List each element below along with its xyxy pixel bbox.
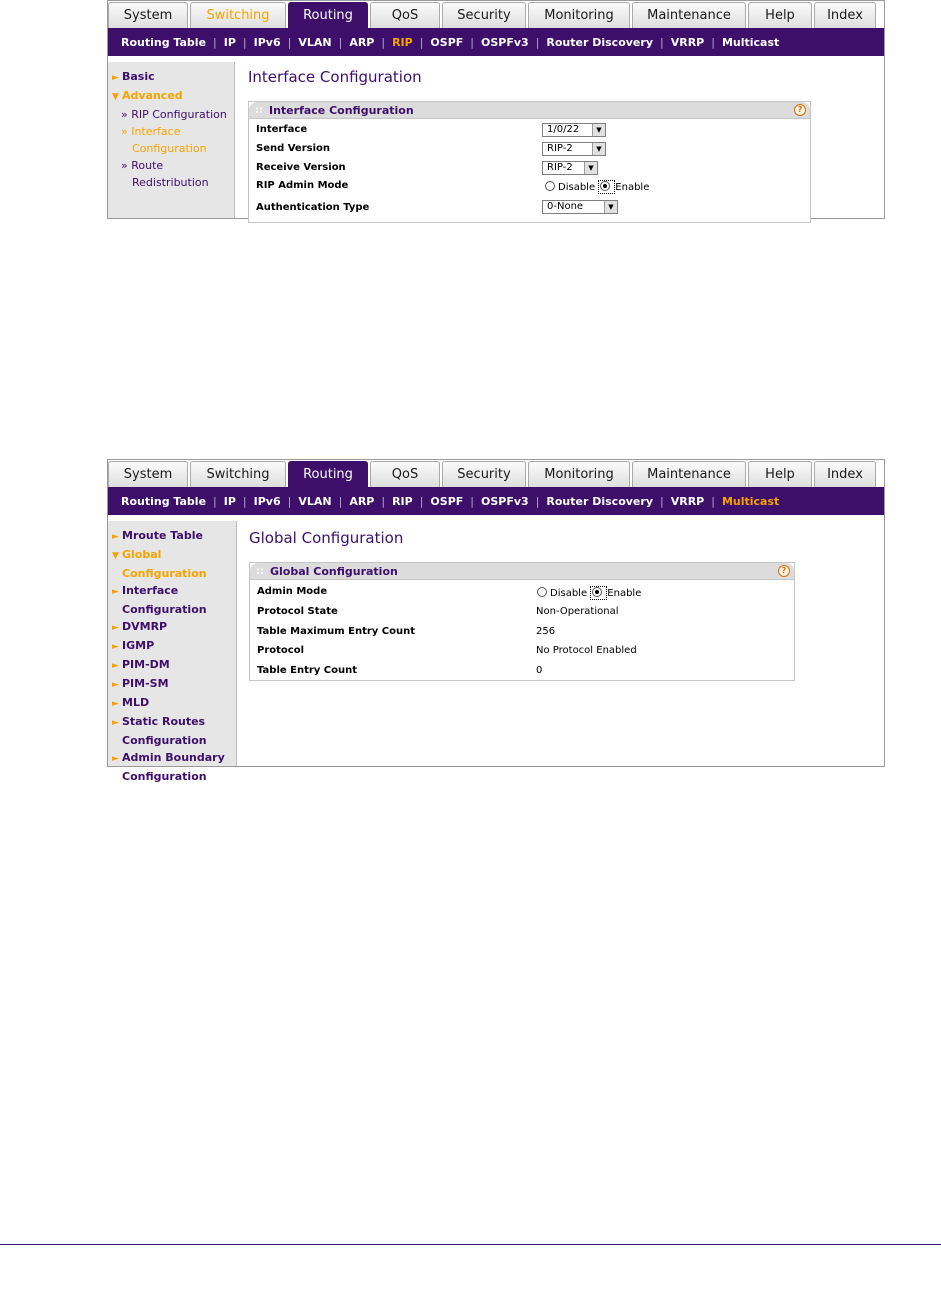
subtab-vlan[interactable]: VLAN	[298, 494, 332, 508]
chevron-right-icon: ►	[112, 680, 119, 690]
sidebar-item-label: Static Routes	[122, 715, 206, 728]
routing-subnav	[108, 487, 884, 515]
row-rip-admin-mode	[249, 178, 810, 194]
tab-help[interactable]: Help	[748, 461, 812, 487]
sidebar-item-rip-configuration[interactable]: » RIP Configuration	[121, 108, 227, 121]
grip-icon: ::	[256, 565, 264, 577]
sidebar-item-interface-configuration-line2[interactable]: Configuration	[122, 603, 207, 616]
subtab-multicast[interactable]: Multicast	[721, 494, 780, 508]
select-value: 1/0/22	[547, 124, 580, 135]
field-label: Authentication Type	[256, 202, 370, 213]
chevron-down-icon: ▼	[592, 124, 605, 136]
sidebar-item-interface-configuration[interactable]	[108, 582, 236, 601]
separator: |	[242, 494, 247, 508]
page-title: Global Configuration	[249, 529, 404, 547]
separator: |	[660, 35, 664, 49]
tab-monitoring[interactable]: Monitoring	[528, 461, 630, 487]
tab-routing[interactable]: Routing	[288, 2, 368, 28]
separator: |	[381, 494, 386, 508]
chevron-right-icon: ►	[112, 73, 119, 83]
subtab-vlan[interactable]: VLAN	[298, 35, 332, 49]
tab-system[interactable]: System	[108, 2, 188, 28]
tab-maintenance[interactable]: Maintenance	[632, 2, 746, 28]
help-icon[interactable]: ?	[778, 565, 790, 577]
subtab-ospfv3[interactable]: OSPFv3	[481, 35, 529, 49]
admin-mode-radios	[537, 586, 641, 600]
chevron-right-icon: ►	[112, 699, 119, 709]
tab-help[interactable]: Help	[748, 2, 812, 28]
sidebar-item-interface-configuration[interactable]: » Interface	[121, 125, 181, 138]
field-value: 0	[536, 665, 543, 676]
screenshot-multicast-global	[107, 459, 885, 783]
tab-maintenance[interactable]: Maintenance	[632, 461, 746, 487]
field-label: Protocol State	[257, 606, 338, 617]
interface-select[interactable]	[542, 123, 606, 137]
main-tabs	[108, 1, 884, 28]
row-receive-version	[249, 160, 810, 176]
separator: |	[338, 35, 343, 49]
sidebar-item-label: Advanced	[122, 89, 183, 102]
sidebar-item-label: Basic	[122, 70, 155, 83]
radio-focus-box	[598, 180, 615, 194]
chevron-right-icon: ►	[112, 718, 119, 728]
separator: |	[242, 35, 247, 49]
sidebar-item-label: PIM-DM	[122, 658, 170, 671]
sidebar-item-route-redistribution[interactable]: » Route	[121, 159, 164, 172]
select-value: RIP-2	[547, 143, 573, 154]
separator: |	[213, 35, 217, 49]
tab-index[interactable]: Index	[814, 2, 876, 28]
field-label: Table Entry Count	[257, 665, 358, 676]
tab-switching[interactable]: Switching	[190, 2, 286, 28]
sidebar-item-pim-sm[interactable]	[108, 675, 236, 694]
separator: |	[660, 494, 664, 508]
radio-label: Enable	[607, 588, 642, 599]
separator: |	[535, 35, 540, 49]
sidebar-item-route-redistribution-line2[interactable]: Redistribution	[132, 176, 209, 189]
sidebar-item-igmp[interactable]	[108, 637, 236, 656]
auth-type-select[interactable]	[542, 200, 618, 214]
main-tabs	[108, 460, 884, 487]
chevron-right-icon: ►	[112, 642, 119, 652]
sidebar-item-advanced[interactable]	[108, 87, 234, 106]
tab-switching[interactable]: Switching	[190, 461, 286, 487]
separator: |	[381, 35, 386, 49]
chevron-right-icon: ►	[112, 532, 119, 542]
sidebar-item-static-routes[interactable]	[108, 713, 236, 732]
radio-enable[interactable]	[592, 587, 602, 597]
subtab-vrrp[interactable]: VRRP	[670, 35, 705, 49]
chevron-right-icon: ►	[112, 623, 119, 633]
radio-disable[interactable]	[545, 181, 555, 191]
field-value: 256	[536, 626, 556, 637]
field-label: RIP Admin Mode	[256, 180, 349, 191]
separator: |	[470, 35, 474, 49]
sidebar-item-dvmrp[interactable]	[108, 618, 236, 637]
subtab-ospf[interactable]: OSPF	[430, 35, 464, 49]
subtab-vrrp[interactable]: VRRP	[670, 494, 705, 508]
subtab-router-discovery[interactable]: Router Discovery	[546, 494, 653, 508]
sidebar-item-basic[interactable]	[108, 68, 234, 87]
row-authentication-type	[249, 198, 810, 214]
separator: |	[419, 35, 424, 49]
chevron-down-icon: ▼	[112, 551, 119, 561]
field-label: Send Version	[256, 143, 331, 154]
chevron-right-icon: ►	[112, 587, 119, 597]
tab-qos[interactable]: QoS	[370, 461, 440, 487]
sidebar-item-interface-configuration-line2[interactable]: Configuration	[132, 142, 207, 155]
sidebar	[108, 521, 237, 783]
content-area	[108, 515, 884, 783]
sidebar	[108, 62, 235, 218]
sidebar-item-global-configuration[interactable]	[108, 546, 236, 565]
sidebar-item-label: Mroute Table	[122, 529, 203, 542]
send-version-select[interactable]	[542, 142, 606, 156]
chevron-down-icon: ▼	[112, 92, 119, 102]
receive-version-select[interactable]	[542, 161, 598, 175]
routing-subnav	[108, 28, 884, 56]
subtab-ospfv3[interactable]: OSPFv3	[481, 494, 529, 508]
interface-config-panel	[248, 101, 811, 223]
chevron-down-icon: ▼	[604, 201, 617, 213]
field-label: Receive Version	[256, 162, 346, 173]
row-interface	[249, 122, 810, 138]
tab-routing[interactable]: Routing	[288, 461, 368, 487]
subtab-ipv6[interactable]: IPv6	[253, 35, 281, 49]
sidebar-item-label: IGMP	[122, 639, 155, 652]
chevron-down-icon: ▼	[584, 162, 597, 174]
subtab-routing-table[interactable]: Routing Table	[121, 35, 207, 49]
field-value: Non-Operational	[536, 606, 619, 617]
tab-security[interactable]: Security	[442, 461, 526, 487]
tab-qos[interactable]: QoS	[370, 2, 440, 28]
subtab-ospf[interactable]: OSPF	[430, 494, 464, 508]
subtab-ipv6[interactable]: IPv6	[253, 494, 281, 508]
radio-focus-box	[590, 586, 607, 600]
row-protocol-state	[250, 604, 794, 620]
radio-enable[interactable]	[600, 181, 610, 191]
radio-label: Enable	[615, 182, 650, 193]
global-config-panel	[249, 562, 795, 681]
chevron-right-icon: ►	[112, 754, 119, 764]
admin-mode-radios	[545, 180, 649, 194]
chevron-down-icon: ▼	[592, 143, 605, 155]
separator: |	[535, 494, 540, 508]
separator: |	[711, 35, 715, 49]
radio-label: Disable	[550, 588, 588, 599]
sidebar-item-admin-boundary-line2[interactable]: Configuration	[122, 770, 207, 783]
page-title: Interface Configuration	[248, 68, 422, 86]
content-area	[108, 56, 884, 218]
radio-disable[interactable]	[537, 587, 547, 597]
row-table-max-entry-count	[250, 624, 794, 640]
help-icon[interactable]: ?	[794, 104, 806, 116]
sidebar-item-label: PIM-SM	[122, 677, 169, 690]
chevron-right-icon: ►	[112, 661, 119, 671]
panel-title: Interface Configuration	[269, 103, 414, 117]
tab-monitoring[interactable]: Monitoring	[528, 2, 630, 28]
subtab-rip[interactable]: RIP	[392, 35, 413, 49]
sidebar-item-label: Global	[122, 548, 162, 561]
sidebar-item-mroute-table[interactable]	[108, 527, 236, 546]
separator: |	[213, 494, 217, 508]
radio-label: Disable	[558, 182, 596, 193]
subtab-ip[interactable]: IP	[223, 494, 236, 508]
grip-icon: ::	[255, 104, 263, 116]
subtab-rip[interactable]: RIP	[392, 494, 413, 508]
separator: |	[419, 494, 424, 508]
row-admin-mode	[250, 584, 794, 600]
separator: |	[711, 494, 715, 508]
subtab-arp[interactable]: ARP	[349, 35, 375, 49]
subtab-arp[interactable]: ARP	[349, 494, 375, 508]
subtab-multicast[interactable]: Multicast	[721, 35, 780, 49]
sidebar-item-label: MLD	[122, 696, 150, 709]
field-label: Protocol	[257, 645, 305, 656]
select-value: 0-None	[547, 201, 584, 212]
screenshot-rip-interface	[107, 0, 885, 219]
sidebar-item-pim-dm[interactable]	[108, 656, 236, 675]
tab-security[interactable]: Security	[442, 2, 526, 28]
separator: |	[338, 494, 343, 508]
separator: |	[287, 494, 292, 508]
row-table-entry-count	[250, 663, 794, 679]
field-label: Interface	[256, 124, 308, 135]
separator: |	[287, 35, 292, 49]
sidebar-item-global-configuration-line2[interactable]: Configuration	[122, 567, 207, 580]
field-label: Admin Mode	[257, 586, 328, 597]
field-value: No Protocol Enabled	[536, 645, 637, 656]
row-send-version	[249, 141, 810, 157]
sidebar-item-mld[interactable]	[108, 694, 236, 713]
panel-header	[249, 102, 810, 119]
row-protocol	[250, 643, 794, 659]
separator: |	[470, 494, 474, 508]
panel-title: Global Configuration	[270, 564, 398, 578]
page-footer-rule	[0, 1244, 941, 1245]
subtab-router-discovery[interactable]: Router Discovery	[546, 35, 653, 49]
sidebar-item-label: DVMRP	[122, 620, 168, 633]
tab-system[interactable]: System	[108, 461, 188, 487]
sidebar-item-label: Admin Boundary	[122, 751, 225, 764]
subtab-routing-table[interactable]: Routing Table	[121, 494, 207, 508]
sidebar-item-label: Interface	[122, 584, 179, 597]
select-value: RIP-2	[547, 162, 573, 173]
subtab-ip[interactable]: IP	[223, 35, 236, 49]
sidebar-item-admin-boundary[interactable]	[108, 749, 236, 768]
panel-header	[250, 563, 794, 580]
field-label: Table Maximum Entry Count	[257, 626, 416, 637]
sidebar-item-static-routes-line2[interactable]: Configuration	[122, 734, 207, 747]
tab-index[interactable]: Index	[814, 461, 876, 487]
